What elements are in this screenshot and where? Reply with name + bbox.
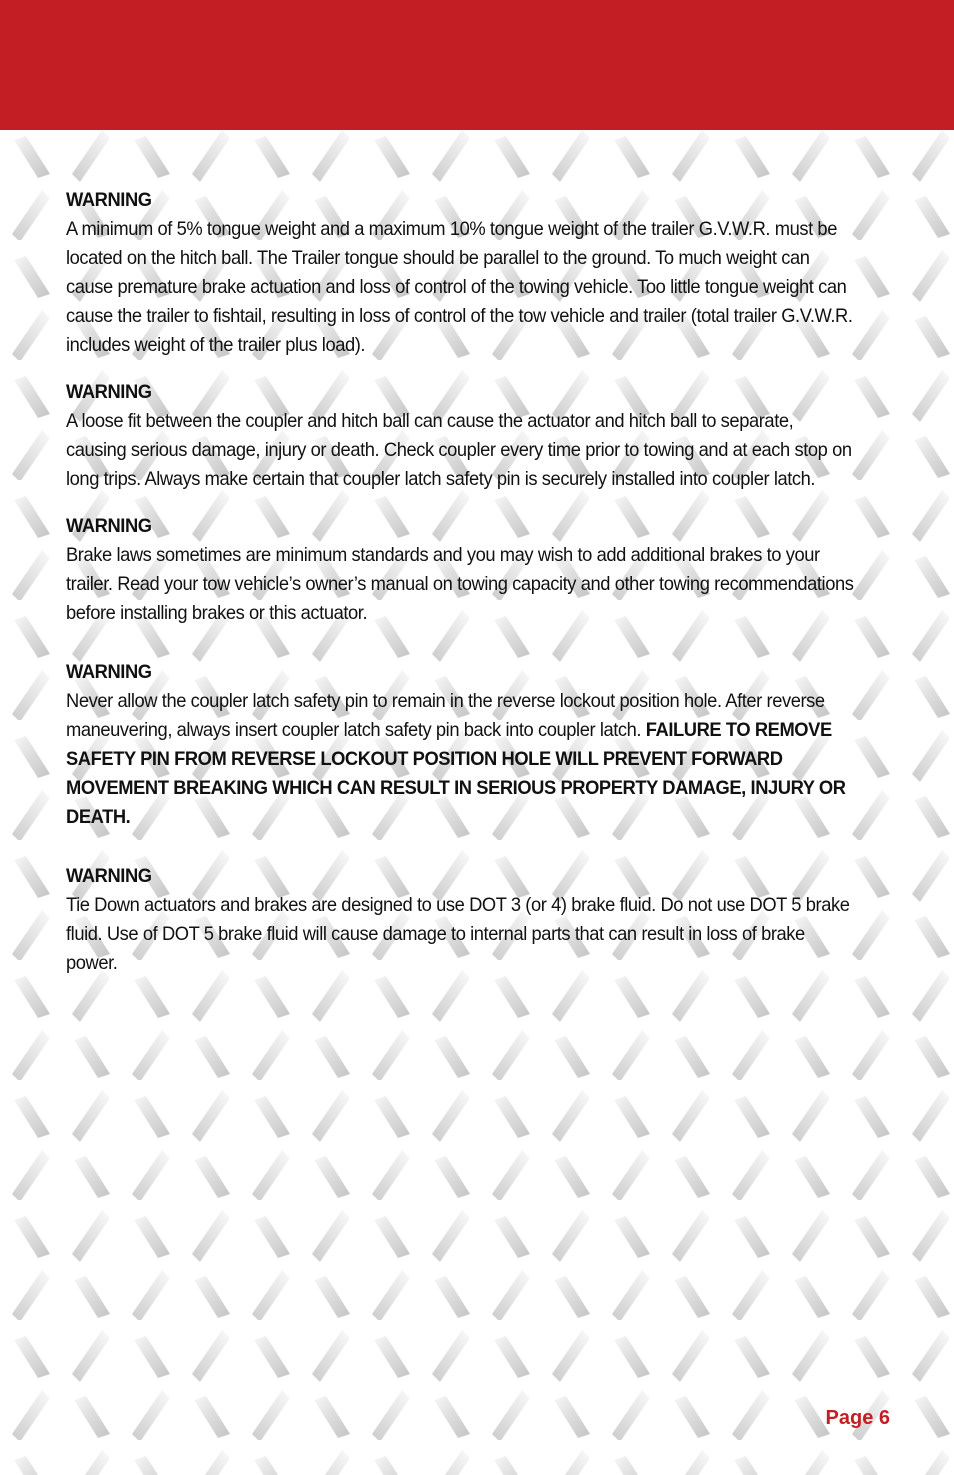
warning-block	[66, 378, 856, 494]
warning-heading: WARNING	[66, 189, 152, 211]
header-band	[0, 0, 954, 130]
warning-emphasis-text: FAILURE TO REMOVE SAFETY PIN FROM REVERSE LOCKOUT POSITION HOLE WILL PREVENT FORWARD MOVEMENT BREAKING WHICH CAN RESULT IN SERIOUS PROPERTY DAMAGE, INJURY OR DEATH.	[66, 719, 846, 828]
warning-body	[66, 687, 856, 832]
warning-heading: WARNING	[66, 661, 152, 683]
warning-body: Brake laws sometimes are minimum standards and you may wish to add additional brakes to your trailer. Read your tow vehicle’s owner’s manual on towing capacity and other towing recommendations before installing brakes or this actuator.	[66, 544, 854, 624]
page-number: Page 6	[825, 1407, 890, 1429]
warnings-content	[66, 186, 856, 978]
warning-block	[66, 658, 856, 832]
warning-body: Tie Down actuators and brakes are designed to use DOT 3 (or 4) brake fluid. Do not use DOT 5 brake fluid. Use of DOT 5 brake fluid will cause damage to internal parts that can result in loss of brake power.	[66, 894, 850, 974]
warning-body: A minimum of 5% tongue weight and a maximum 10% tongue weight of the trailer G.V.W.R. must be located on the hitch ball. The Trailer tongue should be parallel to the ground. To much weight can cause premature brake actuation and loss of control of the towing vehicle. Too little tongue weight can cause the trailer to fishtail, resulting in loss of control of the tow vehicle and trailer (total trailer G.V.W.R. includes weight of the trailer plus load).	[66, 218, 853, 356]
warning-block	[66, 186, 856, 360]
warning-heading: WARNING	[66, 865, 152, 887]
warning-body-text: Never allow the coupler latch safety pin to remain in the reverse lockout position hole. After reverse maneuvering, always insert coupler latch safety pin back into coupler latch.	[66, 690, 825, 741]
warning-block	[66, 862, 856, 978]
warning-body: A loose fit between the coupler and hitch ball can cause the actuator and hitch ball to separate, causing serious damage, injury or death. Check coupler every time prior to towing and at each stop on long trips. Always make certain that coupler latch safety pin is securely installed into coupler latch.	[66, 410, 852, 490]
warning-block	[66, 512, 856, 628]
warning-heading: WARNING	[66, 381, 152, 403]
warning-heading: WARNING	[66, 515, 152, 537]
